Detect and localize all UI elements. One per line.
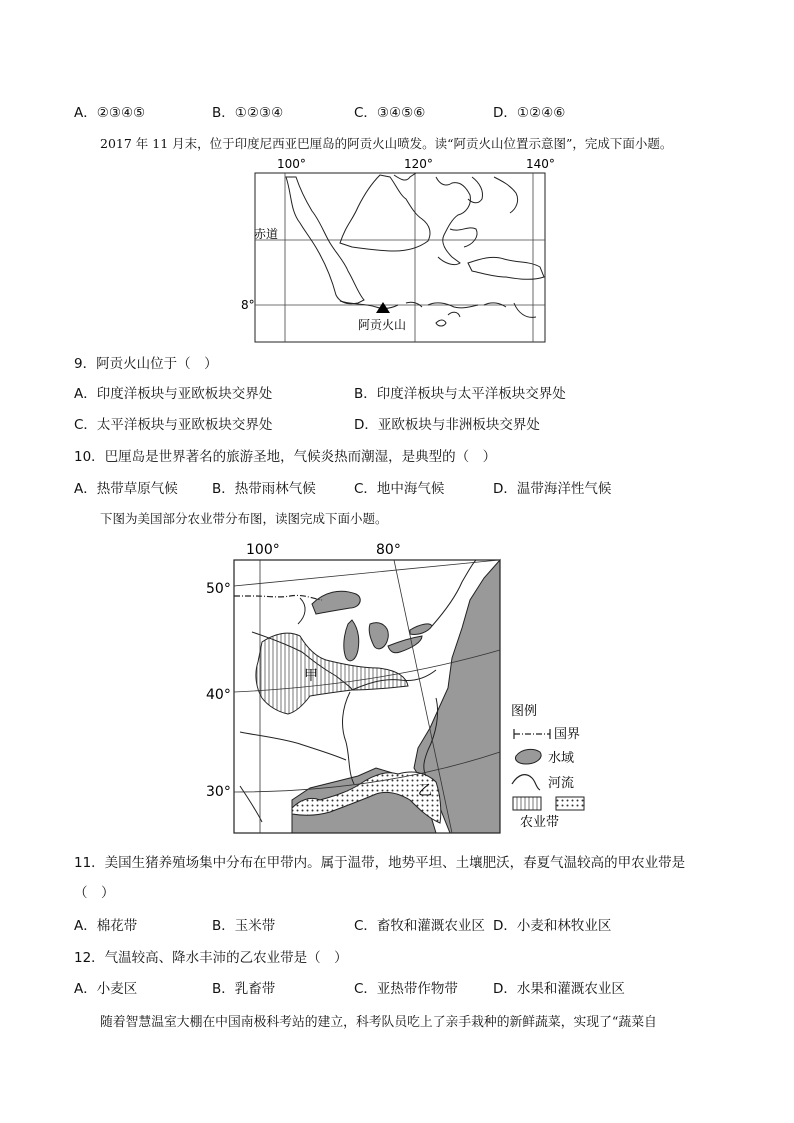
q12-option-c: C．亚热带作物带 bbox=[354, 981, 458, 997]
belt-yi-label: 乙 bbox=[418, 783, 432, 799]
volcano-label: 阿贡火山 bbox=[358, 318, 407, 332]
q11-option-b: B．玉米带 bbox=[212, 918, 276, 934]
q12-option-a: A．小麦区 bbox=[74, 981, 138, 997]
legend-belt-label: 农业带 bbox=[520, 815, 560, 830]
q10-option-c: C．地中海气候 bbox=[354, 481, 445, 497]
q10-stem: 10．巴厘岛是世界著名的旅游圣地，气候炎热而潮湿，是典型的（ ） bbox=[74, 449, 497, 465]
q9-stem: 9．阿贡火山位于（ ） bbox=[74, 356, 218, 372]
q11-stem-cont: （ ） bbox=[74, 885, 115, 901]
map2-lat-50: 50° bbox=[206, 581, 231, 597]
map2-lat-40: 40° bbox=[206, 687, 231, 703]
q11-stem: 11．美国生猪养殖场集中分布在甲带内。属于温带，地势平坦、土壤肥沃，春夏气温较高的甲农业带是 bbox=[74, 855, 686, 871]
map1-lon-120: 120° bbox=[404, 157, 433, 171]
map2-lon-100: 100° bbox=[246, 542, 280, 558]
belt-jia-label: 甲 bbox=[304, 668, 318, 684]
q8-option-a: A．②③④⑤ bbox=[74, 105, 146, 121]
us-agriculture-map bbox=[200, 538, 600, 838]
q8-option-b: B．①②③④ bbox=[212, 105, 284, 121]
q8-option-c: C．③④⑤⑥ bbox=[354, 105, 426, 121]
intro-antarctic-greenhouse: 随着智慧温室大棚在中国南极科考站的建立，科考队员吃上了亲手栽种的新鲜蔬菜，实现了“蔬菜自 bbox=[100, 1015, 657, 1030]
legend-border-icon bbox=[514, 729, 550, 739]
q10-option-b: B．热带雨林气候 bbox=[212, 481, 316, 497]
legend-water-icon bbox=[515, 749, 541, 764]
legend-river-label: 河流 bbox=[548, 776, 575, 791]
intro-agung: 2017 年 11 月末，位于印度尼西亚巴厘岛的阿贡火山喷发。读“阿贡火山位置示意图”，完成下面小题。 bbox=[100, 136, 673, 151]
map2-lat-30: 30° bbox=[206, 784, 231, 800]
q10-option-d: D．温带海洋性气候 bbox=[493, 481, 612, 497]
q8-option-d: D．①②④⑥ bbox=[493, 105, 566, 121]
q12-stem: 12．气温较高、降水丰沛的乙农业带是（ ） bbox=[74, 950, 348, 966]
legend-yi-pattern-icon bbox=[556, 797, 584, 810]
map1-lon-100: 100° bbox=[277, 157, 306, 171]
agung-location-map bbox=[240, 155, 560, 347]
intro-us-agriculture: 下图为美国部分农业带分布图，读图完成下面小题。 bbox=[100, 511, 388, 526]
q11-option-c: C．畜牧和灌溉农业区 bbox=[354, 918, 485, 934]
q9-option-b: B．印度洋板块与太平洋板块交界处 bbox=[354, 386, 566, 402]
q9-option-a: A．印度洋板块与亚欧板块交界处 bbox=[74, 386, 273, 402]
map1-lat-8: 8° bbox=[241, 298, 255, 312]
q12-option-b: B．乳畜带 bbox=[212, 981, 276, 997]
equator-label: 赤道 bbox=[254, 227, 279, 241]
legend-jia-pattern-icon bbox=[513, 797, 541, 810]
map2-lon-80: 80° bbox=[376, 542, 401, 558]
map1-lon-140: 140° bbox=[526, 157, 555, 171]
legend-title: 图例 bbox=[511, 704, 538, 719]
legend-border-label: 国界 bbox=[554, 727, 581, 742]
q9-option-d: D．亚欧板块与非洲板块交界处 bbox=[354, 417, 540, 433]
q10-option-a: A．热带草原气候 bbox=[74, 481, 178, 497]
q12-option-d: D．水果和灌溉农业区 bbox=[493, 981, 625, 997]
legend-river-icon bbox=[512, 775, 540, 790]
q11-option-d: D．小麦和林牧业区 bbox=[493, 918, 612, 934]
legend-water-label: 水域 bbox=[548, 751, 575, 766]
q9-option-c: C．太平洋板块与亚欧板块交界处 bbox=[74, 417, 273, 433]
q11-option-a: A．棉花带 bbox=[74, 918, 138, 934]
